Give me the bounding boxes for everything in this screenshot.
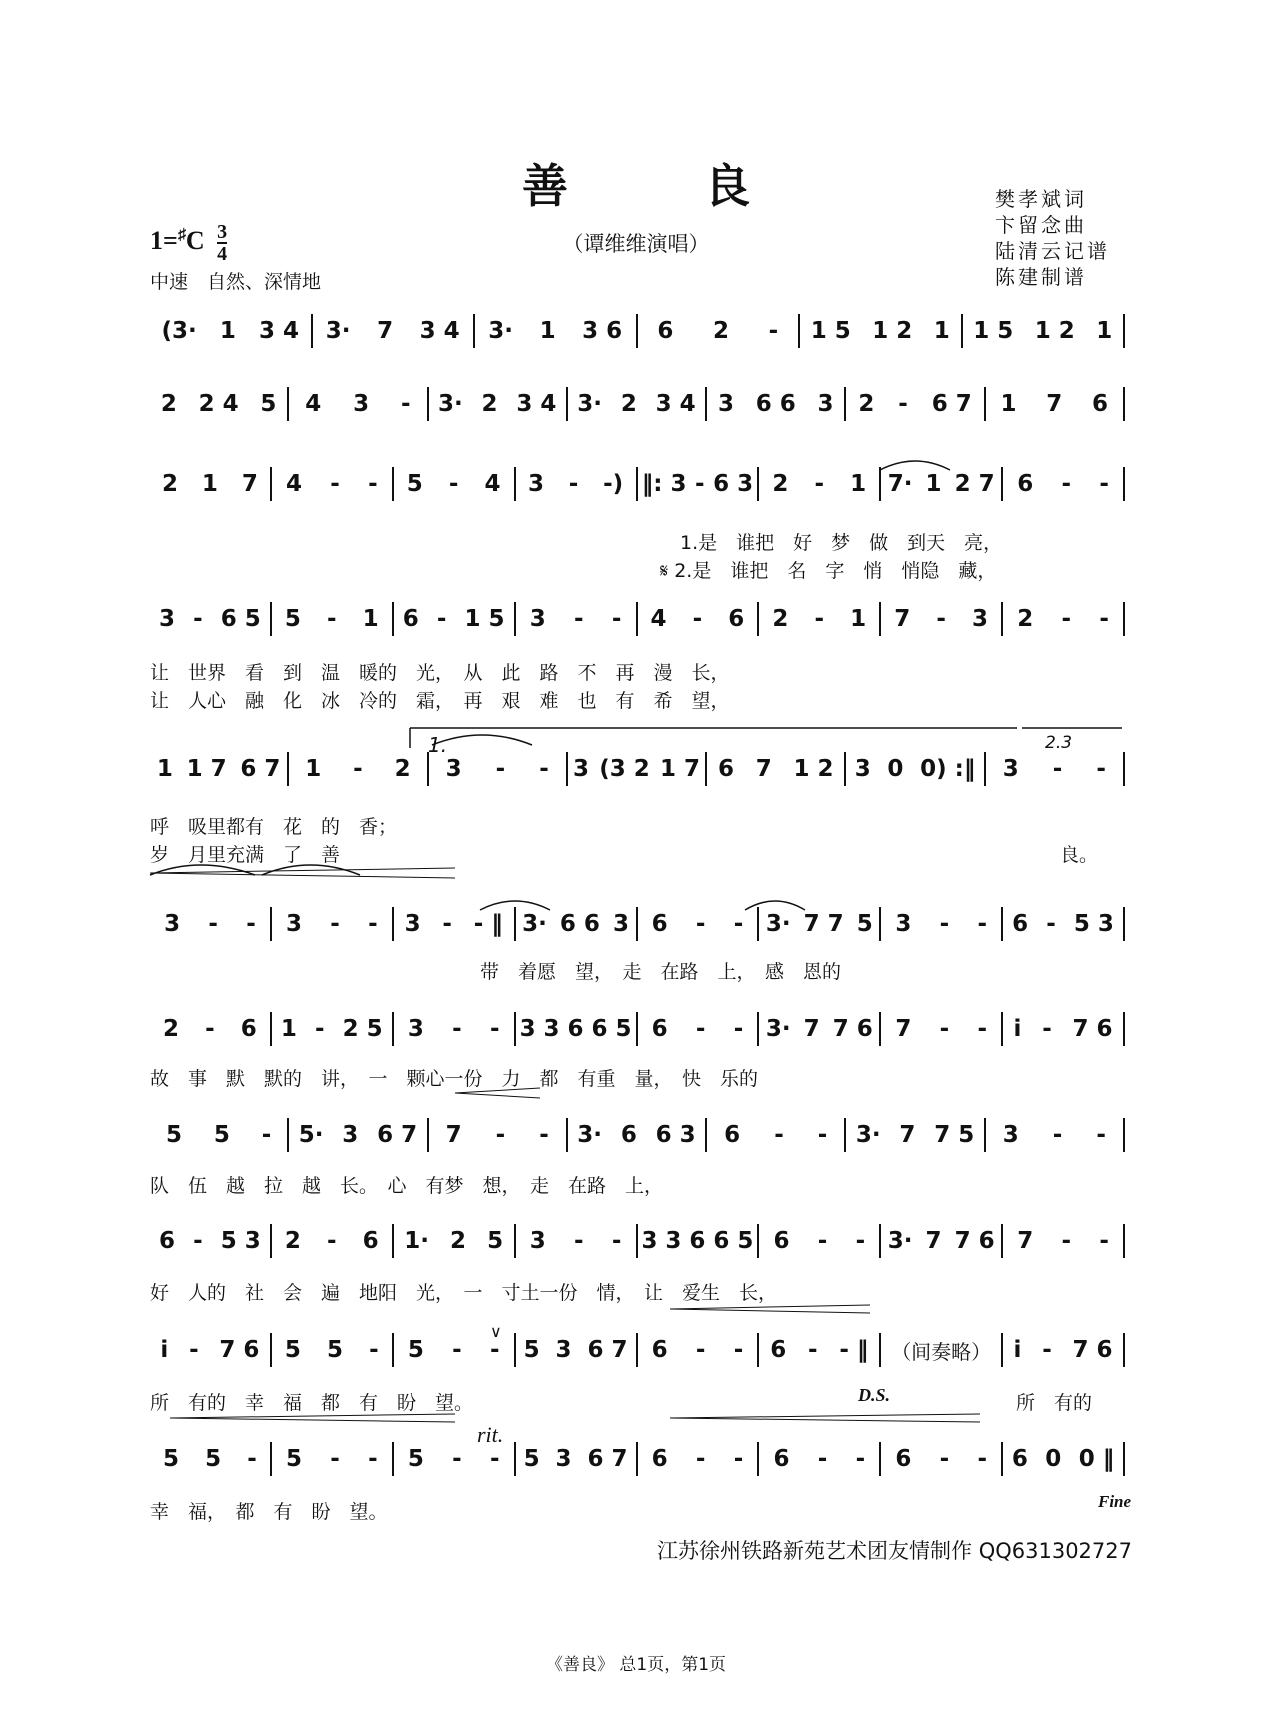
- note-group: 1·: [404, 1228, 430, 1254]
- note-group: i: [1013, 1016, 1022, 1042]
- note-group: 4: [305, 391, 322, 417]
- tie-arc: [880, 461, 950, 470]
- note-group: -: [369, 1337, 379, 1363]
- lyric-text: 让 世界 看 到 温 暖的 光， 从 此 路 不 再 漫 长，: [150, 662, 730, 684]
- hairpin: [670, 1309, 870, 1313]
- lyric-text: 所 有的 幸 福 都 有 盼 望。: [150, 1392, 474, 1414]
- lyric-text: 故 事 默 默的 讲， 一 颗心一份 力 都 有重 量， 快 乐的: [150, 1068, 759, 1090]
- note-group: -: [1099, 471, 1109, 497]
- note-group: -: [611, 1228, 622, 1254]
- note-group: 0 ‖: [1078, 1446, 1115, 1472]
- transcriber: 陆清云记谱: [995, 239, 1110, 263]
- note-group: 7: [1017, 1228, 1034, 1254]
- note-group: 7: [899, 1122, 916, 1148]
- hairpin: [455, 1093, 540, 1098]
- page-title: 善 良: [521, 159, 810, 213]
- note-group: 1: [1000, 391, 1017, 417]
- note-group: -: [574, 1228, 584, 1254]
- note-group: -: [568, 471, 579, 497]
- note-group: 1: [280, 1016, 297, 1042]
- note-group: 3 4: [655, 391, 696, 417]
- note-group: 1: [156, 756, 173, 782]
- note-group: -: [330, 1446, 340, 1472]
- note-group: -: [817, 1122, 828, 1148]
- note-group: 6: [724, 1122, 741, 1148]
- note-group: 3: [895, 911, 912, 937]
- tempo-marking: 中速 自然、深情地: [150, 271, 322, 293]
- note-group: 3·: [577, 391, 602, 417]
- note-group: 4: [650, 606, 667, 632]
- note-group: -: [193, 1228, 203, 1254]
- note-group: -: [768, 318, 779, 344]
- note-group: 6: [728, 606, 745, 632]
- note-group: 7: [755, 756, 772, 782]
- footer-credit: 江苏徐州铁路新苑艺术团友情制作 QQ631302727: [657, 1539, 1132, 1563]
- note-group: 2: [712, 318, 729, 344]
- note-group: 7: [1046, 391, 1063, 417]
- note-group: -: [495, 1122, 506, 1148]
- note-group: -: [733, 1446, 744, 1472]
- note-group: 6 7: [377, 1122, 418, 1148]
- note-group: 3: [555, 1337, 572, 1363]
- note-group: （间奏略）: [891, 1339, 992, 1364]
- time-bottom: 4: [217, 243, 228, 265]
- note-group: 3: [519, 1016, 536, 1042]
- note-group: 7 5: [934, 1122, 975, 1148]
- note-group: -: [353, 756, 363, 782]
- key-prefix: 1=: [150, 225, 178, 255]
- note-group: 2: [161, 471, 178, 497]
- note-group: 3: [286, 911, 303, 937]
- note-group: 5: [523, 1337, 540, 1363]
- note-group: 3·: [488, 318, 514, 344]
- note-group: 6: [1011, 1446, 1028, 1472]
- key-sharp: ♯: [177, 226, 186, 244]
- note-group: 6 6: [559, 911, 600, 937]
- note-group: 1: [933, 318, 950, 344]
- note-group: 2: [858, 391, 875, 417]
- note-group: -: [574, 606, 584, 632]
- note-group: -: [695, 1016, 706, 1042]
- note-group: 6 7: [240, 756, 281, 782]
- note-group: 6: [895, 1446, 912, 1472]
- note-group: 3·: [325, 318, 351, 344]
- hairpin: [455, 1088, 540, 1093]
- note-group: 3: [353, 391, 370, 417]
- note-group: 3·: [887, 1228, 913, 1254]
- note-group: 6: [402, 606, 419, 632]
- note-group: 3: [717, 391, 734, 417]
- note-group: -: [330, 471, 340, 497]
- note-group: 2 7: [954, 471, 995, 497]
- note-group: -: [327, 1228, 337, 1254]
- note-group: 3 6: [582, 318, 623, 344]
- note-group: 1 5: [464, 606, 505, 632]
- note-group: 5: [213, 1122, 230, 1148]
- hairpin: [150, 868, 455, 873]
- note-group: -: [611, 606, 622, 632]
- typesetter: 陈建制谱: [995, 265, 1087, 289]
- hairpin: [170, 1414, 455, 1418]
- note-group: -: [1061, 1228, 1072, 1254]
- note-group: 2: [163, 1016, 180, 1042]
- note-group: -: [733, 1016, 744, 1042]
- note-group: 2: [772, 606, 789, 632]
- note-group: 3: [164, 911, 181, 937]
- note-group: 3: [159, 606, 176, 632]
- note-group: 7: [377, 318, 394, 344]
- singer-credit: （谭维维演唱）: [562, 232, 710, 256]
- note-group: 5: [327, 1337, 344, 1363]
- note-group: -: [1042, 1337, 1052, 1363]
- note-group: -: [247, 1446, 257, 1472]
- note-group: 6: [1012, 911, 1029, 937]
- note-group: 3: [572, 756, 589, 782]
- note-group: -: [189, 1337, 199, 1363]
- note-group: -: [695, 911, 706, 937]
- note-group: 0) :‖: [920, 756, 976, 782]
- note-group: 1: [925, 471, 942, 497]
- note-group: -: [1096, 756, 1106, 782]
- note-group: -: [1099, 1228, 1109, 1254]
- note-group: -: [814, 471, 825, 497]
- note-group: 3: [529, 606, 546, 632]
- note-group: 5: [163, 1446, 180, 1472]
- note-group: 6: [240, 1016, 257, 1042]
- note-group: 6: [717, 756, 734, 782]
- note-group: 7 6: [219, 1337, 260, 1363]
- hairpin: [170, 1418, 455, 1422]
- note-group: 3: [528, 471, 545, 497]
- note-group: -: [855, 1228, 866, 1254]
- note-group: 2: [1017, 606, 1034, 632]
- note-group: -: [977, 911, 987, 937]
- note-group: 3: [817, 391, 834, 417]
- note-group: -: [733, 1337, 744, 1363]
- note-group: 4: [286, 471, 303, 497]
- note-group: 2 4: [198, 391, 239, 417]
- note-group: -: [1046, 911, 1056, 937]
- note-group: 1 5: [973, 318, 1014, 344]
- note-group: -: [401, 391, 411, 417]
- note-group: 0: [1045, 1446, 1062, 1472]
- note-group: 6: [657, 318, 674, 344]
- note-group: -: [817, 1446, 828, 1472]
- lyric-text: 好 人的 社 会 遍 地阳 光， 一 寸土一份 情， 让 爱生 长，: [150, 1282, 778, 1304]
- note-group: -: [208, 911, 218, 937]
- note-group: - ‖: [839, 1337, 869, 1363]
- note-group: -: [539, 756, 549, 782]
- note-group: 6 7: [587, 1446, 628, 1472]
- composer: 卞留念曲: [995, 213, 1087, 237]
- note-group: 3: [641, 1228, 658, 1254]
- lyric-text: 所 有的: [1016, 1392, 1093, 1414]
- lyric-text: 良。: [1060, 844, 1099, 866]
- note-group: 5: [205, 1446, 222, 1472]
- tie-arc: [480, 901, 550, 910]
- time-top: 3: [217, 221, 228, 243]
- note-group: 6: [159, 1228, 176, 1254]
- volta-1: 1.: [428, 733, 448, 757]
- note-group: 3: [445, 756, 462, 782]
- note-group: 6: [770, 1337, 787, 1363]
- volta-2: 2.3: [1045, 733, 1073, 753]
- note-group: 6 7: [931, 391, 972, 417]
- note-group: 7·: [887, 471, 913, 497]
- note-group: 5·: [298, 1122, 324, 1148]
- note-group: 3·: [765, 911, 791, 937]
- note-group: (3·: [161, 318, 197, 344]
- note-group: -: [692, 606, 703, 632]
- note-group: -: [205, 1016, 215, 1042]
- note-group: -: [368, 1446, 378, 1472]
- note-group: 6: [1092, 391, 1109, 417]
- note-group: 3: [854, 756, 871, 782]
- note-group: 6: [651, 1446, 668, 1472]
- note-group: 5: [407, 1337, 424, 1363]
- note-group: 5: [407, 1446, 424, 1472]
- note-group: 6: [620, 1122, 637, 1148]
- note-group: - ‖: [473, 911, 503, 937]
- note-group: -: [452, 1016, 462, 1042]
- note-group: 2: [620, 391, 637, 417]
- note-group: -: [695, 471, 705, 497]
- note-group: -: [695, 1337, 706, 1363]
- note-group: -: [695, 1446, 706, 1472]
- note-group: 1: [219, 318, 236, 344]
- note-group: -: [452, 1446, 462, 1472]
- note-group: 6: [773, 1446, 790, 1472]
- note-group: 7 7: [803, 911, 844, 937]
- note-group: 7: [241, 471, 258, 497]
- lyric-text: 队 伍 越 拉 越 长。 心 有梦 想， 走 在路 上，: [150, 1175, 664, 1197]
- note-group: 6 5: [591, 1016, 632, 1042]
- note-group: 7 6: [832, 1016, 873, 1042]
- lyric-text: 幸 福， 都 有 盼 望。: [150, 1501, 388, 1523]
- note-group: -: [1061, 606, 1072, 632]
- note-group: 2: [450, 1228, 467, 1254]
- note-group: 3: [529, 1228, 546, 1254]
- note-group: 5 3: [1073, 911, 1114, 937]
- breath-mark: ∨: [490, 1322, 502, 1341]
- note-group: 6: [773, 1228, 790, 1254]
- note-group: 1 2: [1034, 318, 1075, 344]
- note-group: 3·: [855, 1122, 881, 1148]
- tie-arc: [745, 901, 805, 910]
- note-group: -: [448, 471, 459, 497]
- note-group: 2: [160, 391, 177, 417]
- note-group: -: [246, 911, 256, 937]
- note-group: -: [855, 1446, 866, 1472]
- note-group: 3: [1002, 756, 1019, 782]
- note-group: 7: [803, 1016, 820, 1042]
- note-group: -: [495, 756, 506, 782]
- note-group: -: [452, 1337, 462, 1363]
- note-group: 3: [342, 1122, 359, 1148]
- note-group: -: [939, 911, 950, 937]
- note-group: -: [1042, 1016, 1052, 1042]
- lyricist: 樊孝斌词: [995, 187, 1087, 211]
- lyric-text: 𝄋 2.是 谁把 名 字 悄 悄隐 藏，: [660, 560, 997, 582]
- note-group: -: [977, 1446, 987, 1472]
- note-group: -: [489, 1016, 500, 1042]
- note-group: -: [261, 1122, 272, 1148]
- note-group: -: [436, 606, 447, 632]
- ds-marking: D.S.: [858, 1385, 891, 1405]
- note-group: 1: [850, 471, 867, 497]
- note-group: 3·: [577, 1122, 602, 1148]
- note-group: 3·: [522, 911, 547, 937]
- note-group: 3 6: [665, 1228, 706, 1254]
- note-group: 6: [651, 1337, 668, 1363]
- hairpin: [670, 1305, 870, 1309]
- note-group: 3 4: [419, 318, 460, 344]
- note-group: 1: [850, 606, 867, 632]
- note-group: i: [160, 1337, 169, 1363]
- note-group: 6: [362, 1228, 379, 1254]
- note-group: 1: [201, 471, 218, 497]
- note-group: 7 6: [1072, 1337, 1113, 1363]
- note-group: 3 4: [516, 391, 557, 417]
- note-group: -: [327, 606, 337, 632]
- note-group: 5: [165, 1122, 182, 1148]
- note-group: 7: [895, 1016, 912, 1042]
- note-group: -: [1099, 606, 1109, 632]
- note-group: 6: [651, 1016, 668, 1042]
- note-group: 6 5: [713, 1228, 754, 1254]
- note-group: -: [489, 1337, 500, 1363]
- rit-marking: rit.: [477, 1422, 504, 1447]
- note-group: 6 3: [655, 1122, 696, 1148]
- note-group: -: [1096, 1122, 1106, 1148]
- hairpin: [670, 1414, 980, 1418]
- note-group: 7 6: [1072, 1016, 1113, 1042]
- page-footer: 《善良》 总1页，第1页: [545, 1655, 727, 1675]
- key-letter: C: [185, 225, 205, 255]
- note-group: -: [939, 1446, 950, 1472]
- note-group: 4: [484, 471, 501, 497]
- note-group: 3: [1002, 1122, 1019, 1148]
- hairpin: [670, 1418, 980, 1422]
- note-group: -: [315, 1016, 325, 1042]
- note-group: (3 2: [599, 756, 650, 782]
- note-group: 1: [1096, 318, 1113, 344]
- note-group: 1: [305, 756, 322, 782]
- note-group: -: [977, 1016, 987, 1042]
- note-group: 2 5: [342, 1016, 383, 1042]
- note-group: -: [939, 1016, 950, 1042]
- note-group: 5: [523, 1446, 540, 1472]
- lyric-text: 让 人心 融 化 冰 冷的 霜， 再 艰 难 也 有 希 望，: [150, 690, 730, 712]
- note-group: 6 5: [220, 606, 261, 632]
- note-group: 5: [260, 391, 277, 417]
- note-group: 0: [887, 756, 904, 782]
- note-group: i: [1013, 1337, 1022, 1363]
- note-group: 7 6: [954, 1228, 995, 1254]
- note-group: 1: [362, 606, 379, 632]
- note-group: -: [489, 1446, 500, 1472]
- note-group: 7: [894, 606, 911, 632]
- note-group: 2: [394, 756, 411, 782]
- note-group: -: [1052, 1122, 1063, 1148]
- note-group: 6: [1017, 471, 1034, 497]
- note-group: -: [808, 1337, 818, 1363]
- note-group: 3·: [437, 391, 463, 417]
- note-group: 2: [772, 471, 789, 497]
- lyric-text: 呼 吸里都有 花 的 香；: [150, 816, 398, 838]
- note-group: -: [1052, 756, 1063, 782]
- note-group: -: [330, 911, 340, 937]
- fine-marking: Fine: [1098, 1492, 1132, 1511]
- lyric-text: 岁 月里充满 了 善: [150, 844, 341, 866]
- hairpin: [150, 873, 455, 878]
- tie-arc: [432, 735, 532, 745]
- note-group: ‖: 3: [641, 471, 687, 497]
- note-group: 5: [284, 1337, 301, 1363]
- note-group: -: [193, 606, 203, 632]
- note-group: -: [1061, 471, 1072, 497]
- note-group: 1 7: [186, 756, 227, 782]
- note-group: 7: [445, 1122, 462, 1148]
- note-group: 6: [651, 911, 668, 937]
- note-group: 6 3: [713, 471, 754, 497]
- note-group: 3 4: [258, 318, 299, 344]
- note-group: 5: [406, 471, 423, 497]
- note-group: -: [814, 606, 825, 632]
- note-group: -: [442, 911, 452, 937]
- note-group: -: [368, 911, 378, 937]
- note-group: -: [817, 1228, 828, 1254]
- note-group: 1 2: [793, 756, 834, 782]
- note-group: -: [368, 471, 378, 497]
- note-group: -): [603, 471, 624, 497]
- note-group: 5: [856, 911, 873, 937]
- note-group: 1 5: [810, 318, 851, 344]
- note-group: 2: [284, 1228, 301, 1254]
- lyric-text: 1.是 谁把 好 梦 做 到天 亮，: [680, 532, 1003, 554]
- note-group: 3 6: [543, 1016, 584, 1042]
- note-group: 1 2: [872, 318, 913, 344]
- note-group: 5 3: [220, 1228, 261, 1254]
- note-group: 3: [555, 1446, 572, 1472]
- note-group: 1: [539, 318, 556, 344]
- note-group: 5: [286, 1446, 303, 1472]
- note-group: 1 7: [659, 756, 700, 782]
- note-group: 3: [404, 911, 421, 937]
- note-group: 6 6: [755, 391, 796, 417]
- note-group: -: [733, 911, 744, 937]
- note-group: 7: [925, 1228, 942, 1254]
- lyric-text: 带 着愿 望， 走 在路 上， 感 恩的: [480, 961, 842, 983]
- note-group: -: [898, 391, 908, 417]
- note-group: -: [539, 1122, 549, 1148]
- note-group: 5: [284, 606, 301, 632]
- note-group: 5: [487, 1228, 504, 1254]
- note-group: -: [936, 606, 946, 632]
- note-group: 2: [481, 391, 498, 417]
- note-group: 6 7: [587, 1337, 628, 1363]
- note-group: -: [774, 1122, 784, 1148]
- note-group: 3·: [765, 1016, 791, 1042]
- note-group: 3: [972, 606, 989, 632]
- note-group: 3: [612, 911, 629, 937]
- note-group: 3: [407, 1016, 424, 1042]
